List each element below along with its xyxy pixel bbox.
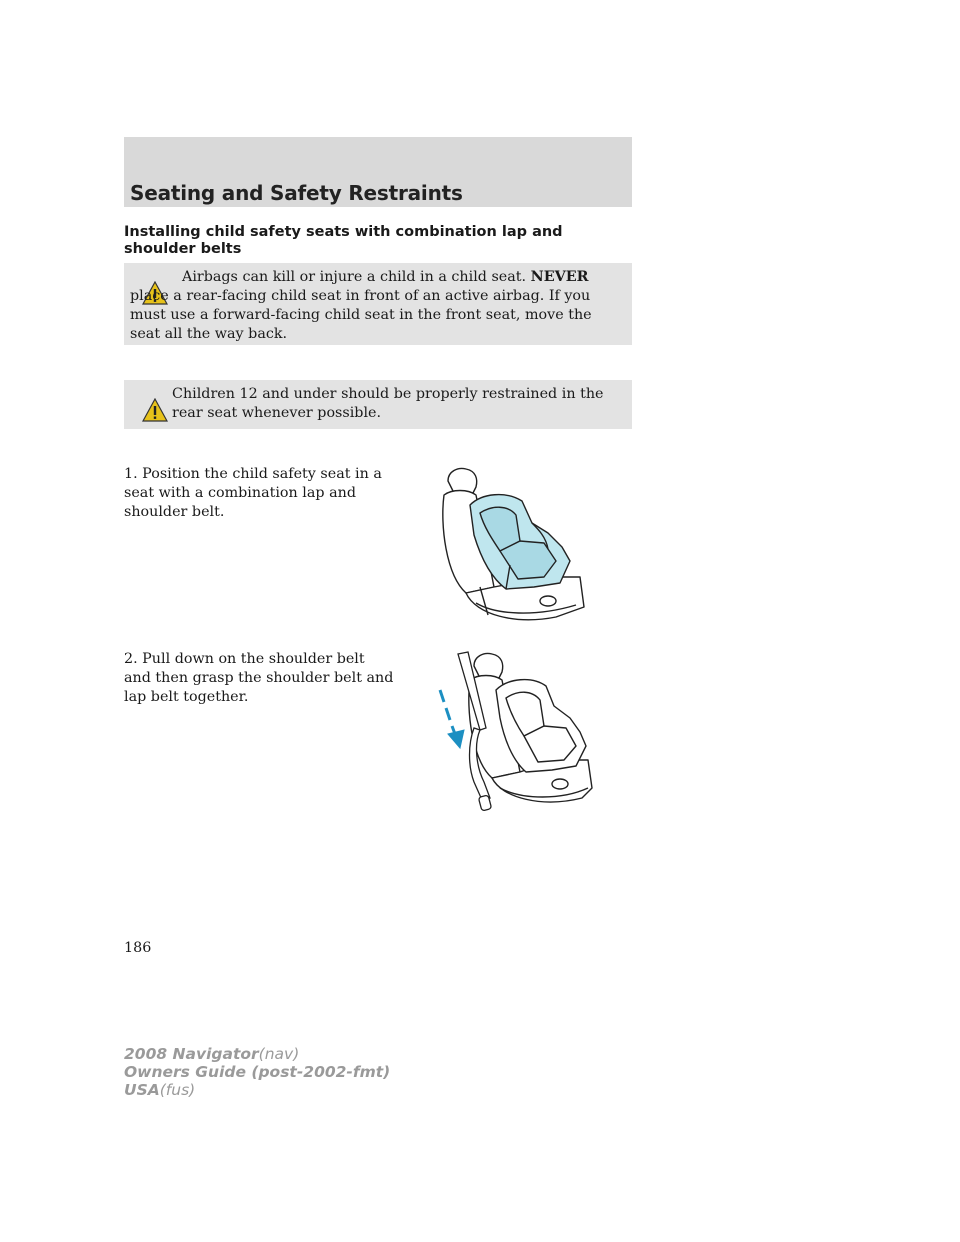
warning-text-children: Children 12 and under should be properly restrained in the rear seat whenever possible. xyxy=(172,386,604,421)
document-footer xyxy=(124,1045,390,1099)
warning-text-start: Airbags can kill or injure a child in a child seat. xyxy=(182,269,531,285)
warning-triangle-icon xyxy=(142,398,168,422)
warning-text-end: place a rear-facing child seat in front of an active airbag. If you must use a forward-facing child seat in the front seat, move the seat all the way back. xyxy=(130,288,592,342)
footer-line-2: Owners Guide (post-2002-fmt) xyxy=(124,1063,391,1081)
subheading: Installing child safety seats with combination lap and shoulder belts xyxy=(124,224,563,257)
step-2: 2. Pull down on the shoulder belt and then grasp the shoulder belt and lap belt together. xyxy=(124,651,394,705)
footer-model-code: (nav) xyxy=(258,1045,300,1063)
warning-emphasis: NEVER xyxy=(530,269,589,285)
child-seat-illustration xyxy=(436,465,586,633)
footer-market-code: (fus) xyxy=(159,1081,196,1099)
section-header xyxy=(124,137,632,207)
footer-line-3 xyxy=(124,1081,390,1099)
shoulder-belt-illustration xyxy=(434,648,594,818)
warning-text-airbag xyxy=(130,268,626,344)
warning-box-children xyxy=(124,380,632,429)
footer-line-1 xyxy=(124,1045,390,1063)
section-title: Seating and Safety Restraints xyxy=(130,181,463,205)
footer-market: USA xyxy=(124,1081,160,1099)
warning-box-airbag xyxy=(124,263,632,345)
footer-model: 2008 Navigator xyxy=(124,1045,259,1063)
page-number: 186 xyxy=(124,940,152,956)
step-1: 1. Position the child safety seat in a seat with a combination lap and shoulder belt. xyxy=(124,466,382,520)
